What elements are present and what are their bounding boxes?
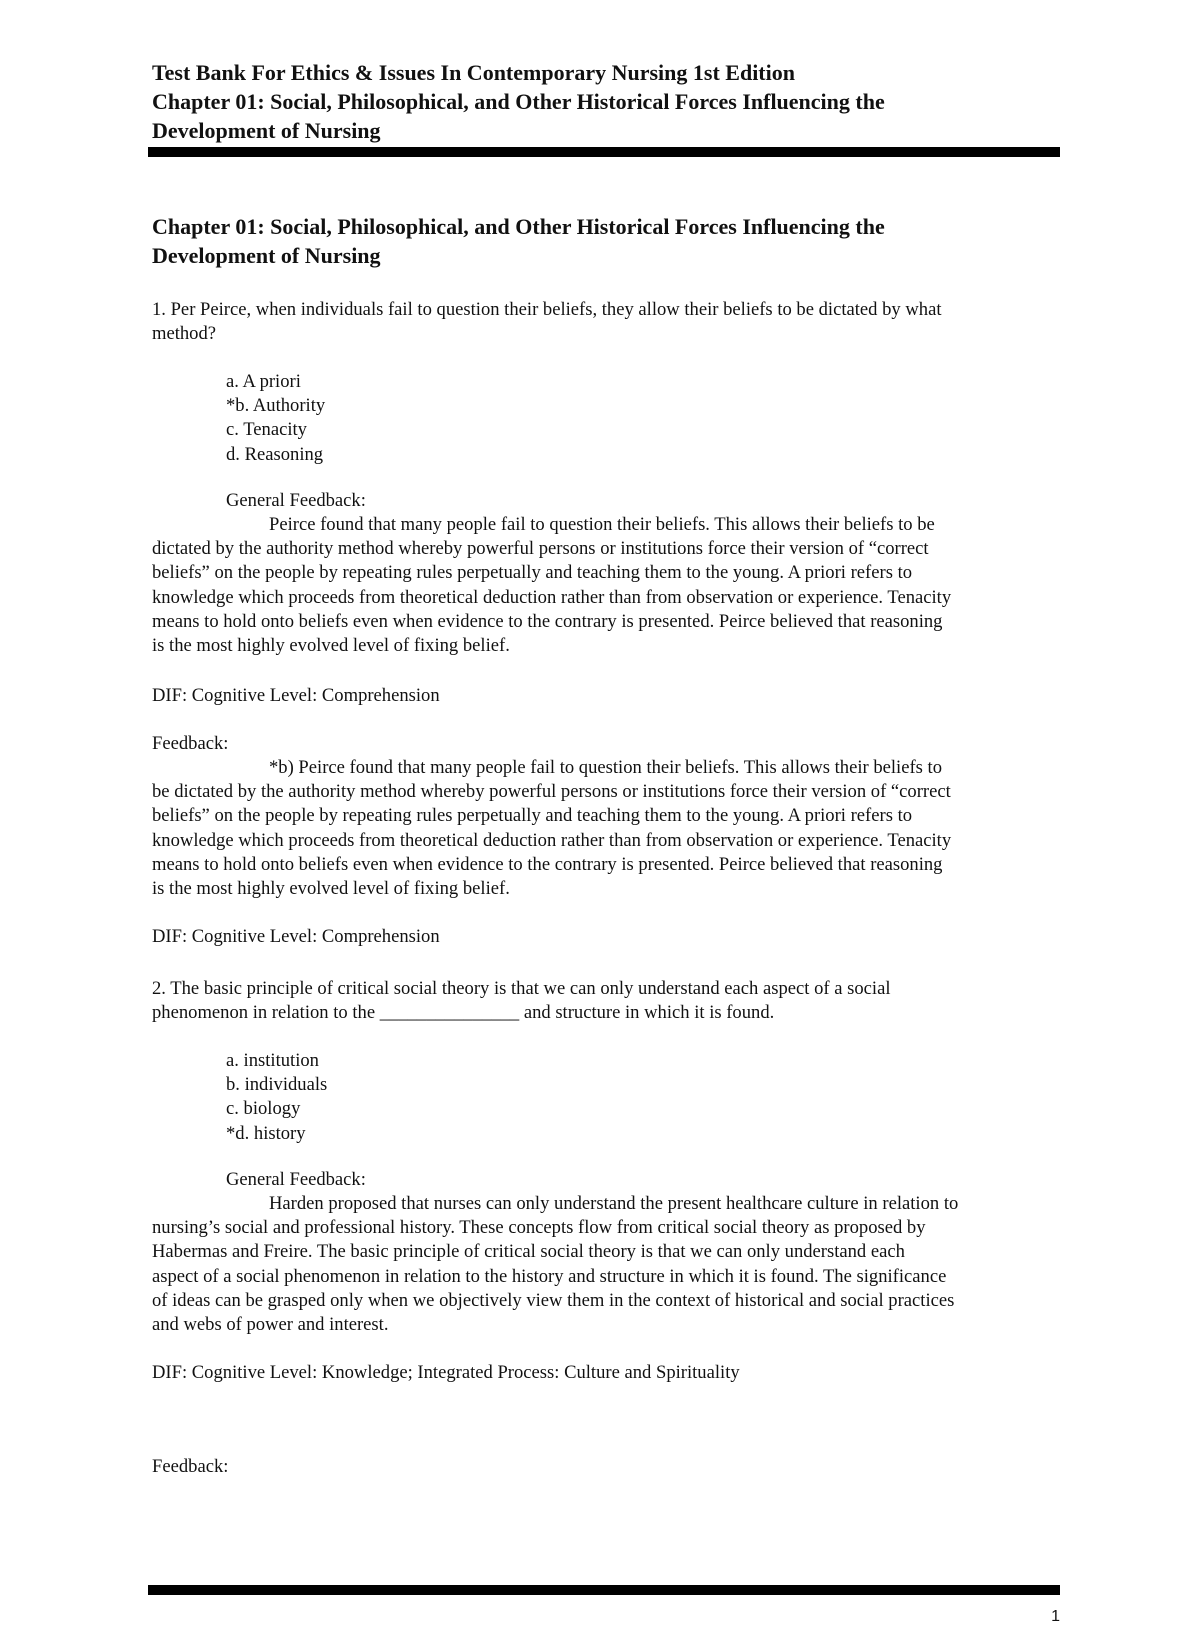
feedback-line: Harden proposed that nurses can only understand the present healthcare culture in relation to <box>269 1193 959 1214</box>
feedback-line: beliefs” on the people by repeating rules perpetually and teaching them to the young. A priori refers to <box>152 805 913 827</box>
feedback-line: beliefs” on the people by repeating rules perpetually and teaching them to the young. A priori refers to <box>152 562 913 584</box>
feedback-line: is the most highly evolved level of fixing belief. <box>152 878 510 900</box>
answer-option: c. Tenacity <box>226 419 307 441</box>
feedback-label: Feedback: <box>152 733 229 754</box>
feedback-label: Feedback: <box>152 1456 229 1477</box>
answer-option: d. Reasoning <box>226 443 324 465</box>
feedback-line: knowledge which proceeds from theoretical deduction rather than from observation or experience. Tenacity <box>152 586 952 608</box>
answer-option: a. A priori <box>226 371 301 392</box>
answer-option: c. biology <box>226 1098 301 1120</box>
feedback-line: and webs of power and interest. <box>152 1314 389 1336</box>
chapter-title-line: Chapter 01: Social, Philosophical, and Other Historical Forces Influencing the <box>152 214 885 239</box>
answer-option: b. individuals <box>226 1074 328 1096</box>
header-line: Test Bank For Ethics & Issues In Contemporary Nursing 1st Edition <box>152 60 795 85</box>
feedback-text <box>152 756 1064 901</box>
difficulty-line: DIF: Cognitive Level: Knowledge; Integrated Process: Culture and Spirituality <box>152 1362 740 1383</box>
chapter-title-line: Development of Nursing <box>152 243 381 268</box>
general-feedback-label: General Feedback: <box>226 1169 366 1190</box>
document-header <box>152 58 1062 145</box>
difficulty-line: DIF: Cognitive Level: Comprehension <box>152 685 440 706</box>
question-stem-line: phenomenon in relation to the _______________ and structure in which it is found. <box>152 1002 775 1024</box>
feedback-line: be dictated by the authority method whereby powerful persons or institutions force their version of “correct <box>152 781 951 803</box>
question-2-options <box>152 1049 1138 1146</box>
feedback-line: Peirce found that many people fail to question their beliefs. This allows their beliefs to be <box>269 514 935 535</box>
feedback-line: means to hold onto beliefs even when evidence to the contrary is presented. Peirce believed that reasoning <box>152 610 943 632</box>
question-1-stem <box>152 298 1064 346</box>
answer-option-correct: *d. history <box>226 1122 306 1144</box>
feedback-line: means to hold onto beliefs even when evidence to the contrary is presented. Peirce believed that reasoning <box>152 853 943 875</box>
feedback-line: knowledge which proceeds from theoretical deduction rather than from observation or experience. Tenacity <box>152 829 952 851</box>
header-rule <box>148 147 1060 157</box>
page-number: 1 <box>1051 1608 1060 1625</box>
question-stem-line: method? <box>152 323 217 345</box>
feedback-line: Habermas and Freire. The basic principle of critical social theory is that we can only understand each <box>152 1241 905 1263</box>
general-feedback-text <box>152 1192 1064 1337</box>
chapter-title <box>152 212 1062 270</box>
feedback-line: of ideas can be grasped only when we objectively view them in the context of historical and social practices <box>152 1289 955 1311</box>
question-stem-line: 2. The basic principle of critical social theory is that we can only understand each aspect of a social <box>152 978 891 999</box>
footer-rule <box>148 1585 1060 1595</box>
answer-option-correct: *b. Authority <box>226 395 326 417</box>
answer-option: a. institution <box>226 1050 319 1071</box>
general-feedback-label: General Feedback: <box>226 490 366 511</box>
header-line: Chapter 01: Social, Philosophical, and Other Historical Forces Influencing the <box>152 89 885 114</box>
header-line: Development of Nursing <box>152 118 381 143</box>
question-2-stem <box>152 977 1064 1025</box>
feedback-line: *b) Peirce found that many people fail to question their beliefs. This allows their beliefs to <box>269 757 942 778</box>
general-feedback-text <box>152 513 1064 658</box>
question-1-options <box>152 370 1138 467</box>
feedback-line: nursing’s social and professional history. These concepts flow from critical social theory as proposed by <box>152 1217 926 1239</box>
feedback-line: aspect of a social phenomenon in relation to the history and structure in which it is found. The significance <box>152 1265 947 1287</box>
feedback-line: dictated by the authority method whereby powerful persons or institutions force their version of “correct <box>152 538 929 560</box>
feedback-line: is the most highly evolved level of fixing belief. <box>152 635 510 657</box>
question-stem-line: 1. Per Peirce, when individuals fail to question their beliefs, they allow their beliefs to be dictated by what <box>152 299 942 320</box>
difficulty-line: DIF: Cognitive Level: Comprehension <box>152 926 440 947</box>
